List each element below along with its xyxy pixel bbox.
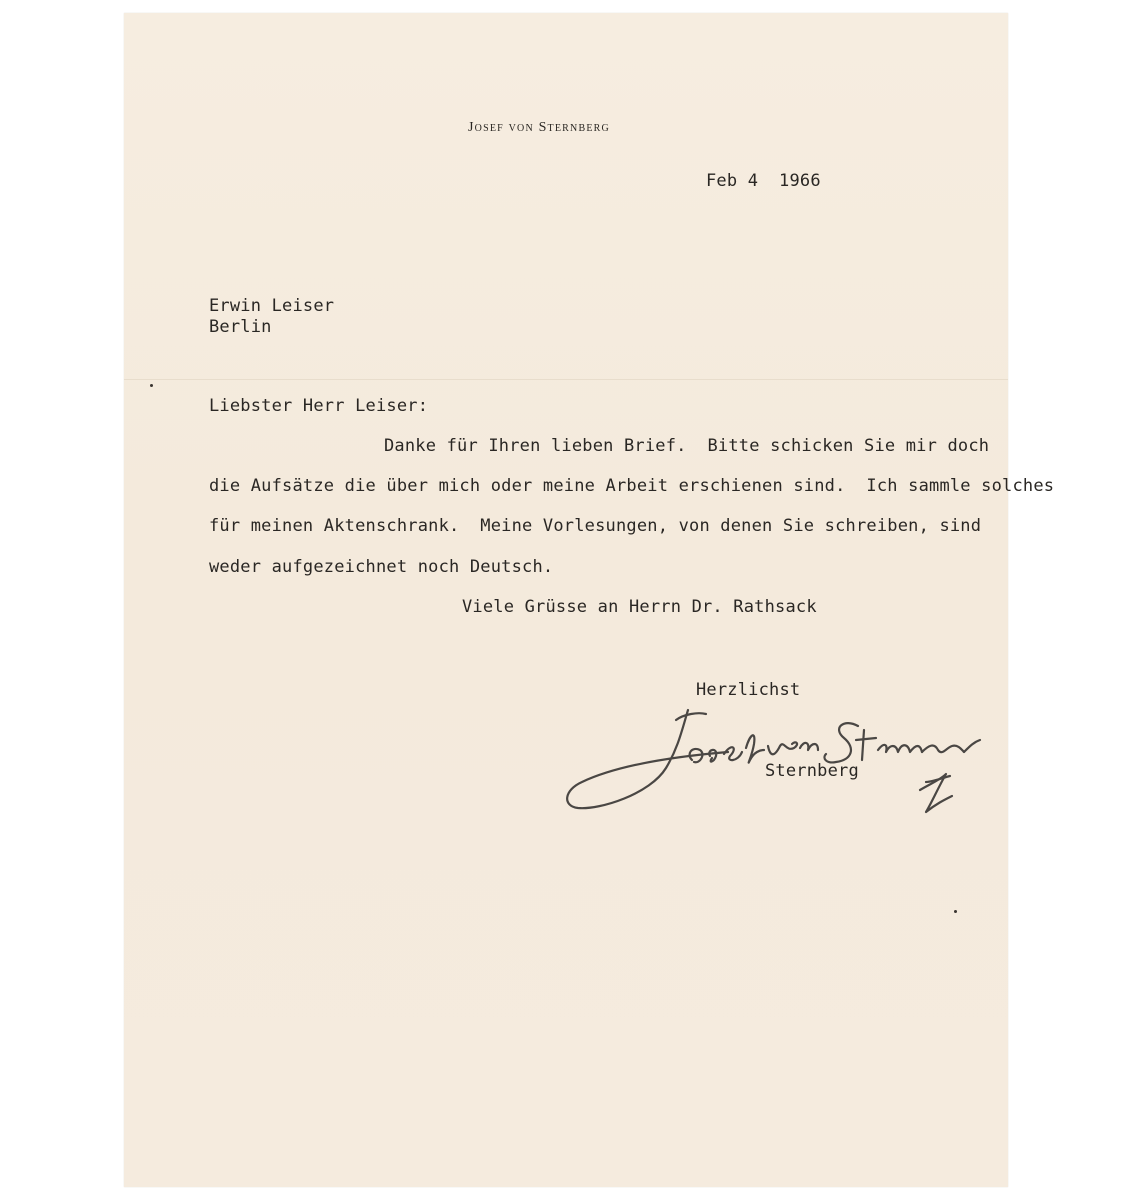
letterhead: Josef von Sternberg [468,120,610,135]
body-line: für meinen Aktenschrank. Meine Vorlesungen, von denen Sie schreiben, sind [209,516,982,536]
salutation: Liebster Herr Leiser: [209,396,429,416]
recipient-name: Erwin Leiser [209,296,335,316]
paper-speck [954,910,957,913]
paper-fold [124,379,1008,380]
recipient-city: Berlin [209,317,272,337]
regards-line: Viele Grüsse an Herrn Dr. Rathsack [462,597,817,617]
closing: Herzlichst [696,680,801,700]
letter-date: Feb 4 1966 [706,171,821,191]
paper-speck [150,384,153,387]
body-line: weder aufgezeichnet noch Deutsch. [209,557,554,577]
body-line: Danke für Ihren lieben Brief. Bitte schicken Sie mir doch [384,436,990,456]
typed-signature: Sternberg [765,761,859,781]
body-line: die Aufsätze die über mich oder meine Arbeit erschienen sind. Ich sammle solches [209,476,1055,496]
